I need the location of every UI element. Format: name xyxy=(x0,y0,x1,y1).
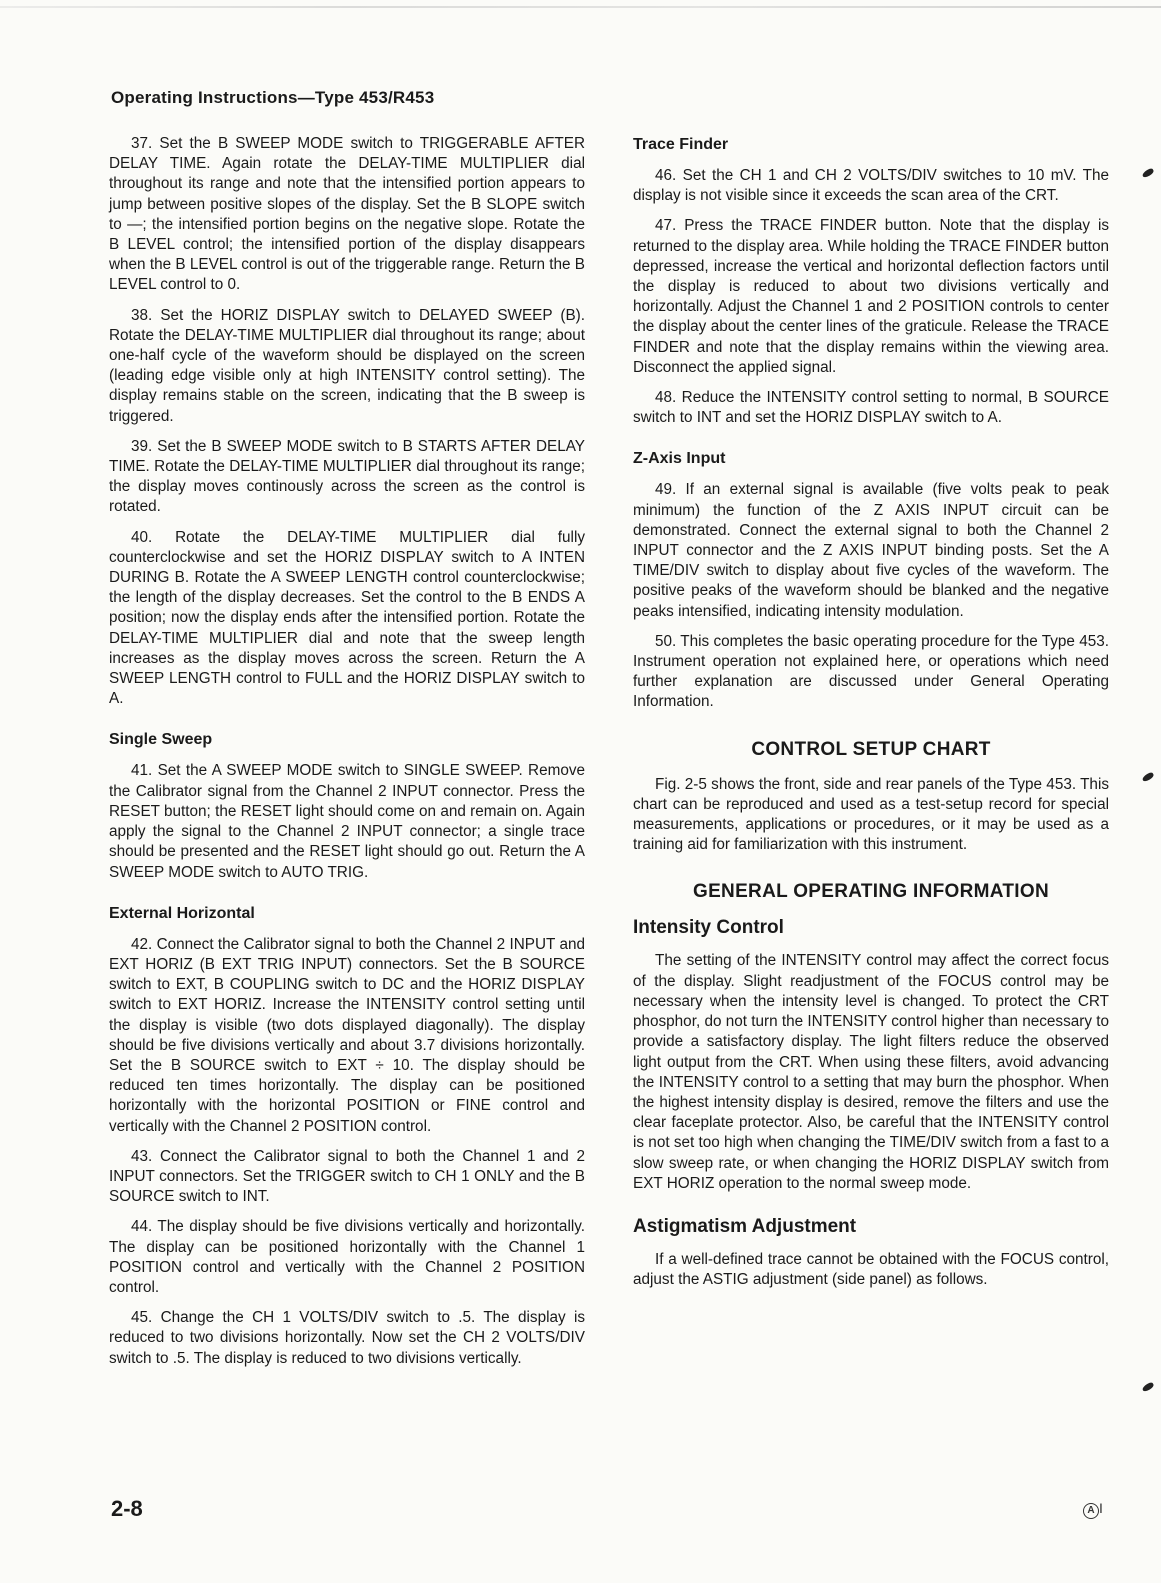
scan-speck xyxy=(1141,771,1154,782)
revision-mark-suffix: I xyxy=(1099,1500,1103,1516)
scan-edge-line xyxy=(0,6,1161,8)
step-46: 46. Set the CH 1 and CH 2 VOLTS/DIV switches to 10 mV. The display is not visible since it exceeds the scan area of the CRT. xyxy=(633,167,1109,205)
step-43: 43. Connect the Calibrator signal to both the Channel 1 and 2 INPUT connectors. Set the TRIGGER switch to CH 1 ONLY and the B SOURCE switch to INT. xyxy=(109,1147,585,1206)
step-48: 48. Reduce the INTENSITY control setting to normal, B SOURCE switch to INT and set the HORIZ DISPLAY switch to A. xyxy=(633,389,1109,427)
left-column xyxy=(109,134,585,1379)
step-49: 49. If an external signal is available (five volts peak to peak minimum) the function of the Z AXIS INPUT circuit can be demonstrated. Connect the external signal to both the Channel 2 INPUT connector and the Z AXIS INPUT binding posts. Set the A TIME/DIV switch to display about five cycles of the waveform. The positive peaks of the waveform should be blanked and the negative peaks intensified, indicating intensity modulation. xyxy=(633,481,1109,620)
step-42: 42. Connect the Calibrator signal to both the Channel 2 INPUT and EXT HORIZ (B EXT TRIG INPUT) connectors. Set the B SOURCE switch to EXT, B COUPLING switch to DC and the HORIZ DISPLAY switch to EXT HORIZ. Increase the INTENSITY control setting until the display is visible (two dots displayed diagonally). The display should be five divisions vertically and about 3.7 divisions horizontally. Set the B SOURCE switch to EXT ÷ 10. The display should be reduced ten times horizontally. The display can be positioned horizontally with the horizontal POSITION or FINE control and vertically with the Channel 2 POSITION control. xyxy=(109,935,585,1135)
revision-mark-circle: A xyxy=(1083,1503,1099,1519)
intensity-control-text: The setting of the INTENSITY control may affect the correct focus of the display. Slight readjustment of the FOCUS control may be necessary when the intensity level is changed. To protect the CRT phosphor, do not turn the INTENSITY control higher than necessary to provide a satisfactory display. The light filters reduce the observed light output from the CRT. When using these filters, avoid advancing the INTENSITY control to a setting that may burn the phosphor. When the highest intensity display is desired, remove the filters and use the clear faceplate protector. Also, be careful that the INTENSITY control is not set too high when changing the TIME/DIV switch from a fast to a slow sweep rate, or when changing the HORIZ DISPLAY switch from EXT HORIZ operation to the normal sweep mode. xyxy=(633,952,1109,1192)
heading-external-horizontal: External Horizontal xyxy=(109,904,255,922)
step-40: 40. Rotate the DELAY-TIME MULTIPLIER dial fully counterclockwise and set the HORIZ DISPLAY switch to A INTEN DURING B. Rotate the A SWEEP LENGTH control counterclockwise; the length of the display decreases. Set the control to the B ENDS A position; now the display ends after the intensified portion. Rotate the DELAY-TIME MULTIPLIER dial and note that the sweep length increases as the display moves across the screen. Return the A SWEEP LENGTH control to FULL and the HORIZ DISPLAY switch to A. xyxy=(109,528,585,708)
step-50: 50. This completes the basic operating procedure for the Type 453. Instrument operation not explained here, or operations which need further explanation are discussed under General Operating Information. xyxy=(633,632,1109,711)
right-column xyxy=(633,134,1109,1300)
astigmatism-adjustment-text: If a well-defined trace cannot be obtained with the FOCUS control, adjust the ASTIG adjustment (side panel) as follows. xyxy=(633,1250,1109,1289)
revision-mark xyxy=(1083,1500,1103,1519)
step-37: 37. Set the B SWEEP MODE switch to TRIGGERABLE AFTER DELAY TIME. Again rotate the DELAY-TIME MULTIPLIER dial throughout its range and note that the intensified portion appears to jump between positive slopes of the display. Set the B SLOPE switch to —; the intensified portion begins on the negative slope. Rotate the B LEVEL control; the intensified portion of the display disappears when the B LEVEL control is out of the triggerable range. Return the B LEVEL control to 0. xyxy=(109,135,585,294)
heading-intensity-control: Intensity Control xyxy=(633,917,784,939)
heading-control-setup-chart: CONTROL SETUP CHART xyxy=(751,738,991,760)
step-41: 41. Set the A SWEEP MODE switch to SINGLE SWEEP. Remove the Calibrator signal from the Channel 2 INPUT connector. Press the RESET button; the RESET light should come on and remain on. Again apply the signal to the Channel 2 INPUT connector; a single trace should be presented and the RESET light should go out. Return the A SWEEP MODE switch to AUTO TRIG. xyxy=(109,762,585,881)
step-38: 38. Set the HORIZ DISPLAY switch to DELAYED SWEEP (B). Rotate the DELAY-TIME MULTIPLIER dial throughout its range; about one-half cycle of the waveform should be displayed on the screen (leading edge visible only at high INTENSITY control setting). The display remains stable on the screen, indicating that the B sweep is triggered. xyxy=(109,306,585,425)
scan-speck xyxy=(1141,167,1154,178)
scan-speck xyxy=(1141,1381,1154,1392)
step-47: 47. Press the TRACE FINDER button. Note that the display is returned to the display area. While holding the TRACE FINDER button depressed, increase the vertical and horizontal deflection factors until the display is reduced to about two divisions vertically and horizontally. Adjust the Channel 1 and 2 POSITION controls to center the display about the center lines of the graticule. Release the TRACE FINDER and note that the display remains within the viewing area. Disconnect the applied signal. xyxy=(633,217,1109,376)
heading-single-sweep: Single Sweep xyxy=(109,731,213,749)
control-setup-chart-text: Fig. 2-5 shows the front, side and rear panels of the Type 453. This chart can be reproduced and used as a test-setup record for special measurements, applications or procedures, or it may be used as a training aid for familiarization with this instrument. xyxy=(633,775,1109,854)
heading-z-axis-input: Z-Axis Input xyxy=(633,450,726,468)
running-header: Operating Instructions—Type 453/R453 xyxy=(111,88,435,107)
step-39: 39. Set the B SWEEP MODE switch to B STARTS AFTER DELAY TIME. Rotate the DELAY-TIME MULTIPLIER dial throughout its range; the display moves continously across the screen as the control is rotated. xyxy=(109,437,585,516)
heading-trace-finder: Trace Finder xyxy=(633,136,729,153)
heading-general-operating-information: GENERAL OPERATING INFORMATION xyxy=(693,881,1049,903)
page-number: 2-8 xyxy=(111,1496,143,1521)
heading-astigmatism-adjustment: Astigmatism Adjustment xyxy=(633,1215,857,1237)
step-45: 45. Change the CH 1 VOLTS/DIV switch to .5. The display is reduced to two divisions horizontally. Now set the CH 2 VOLTS/DIV switch to .5. The display is reduced to two divisions vertically. xyxy=(109,1309,585,1367)
step-44: 44. The display should be five divisions vertically and horizontally. The display can be positioned horizontally with the Channel 1 POSITION control and vertically with the Channel 2 POSITION control. xyxy=(109,1218,585,1296)
